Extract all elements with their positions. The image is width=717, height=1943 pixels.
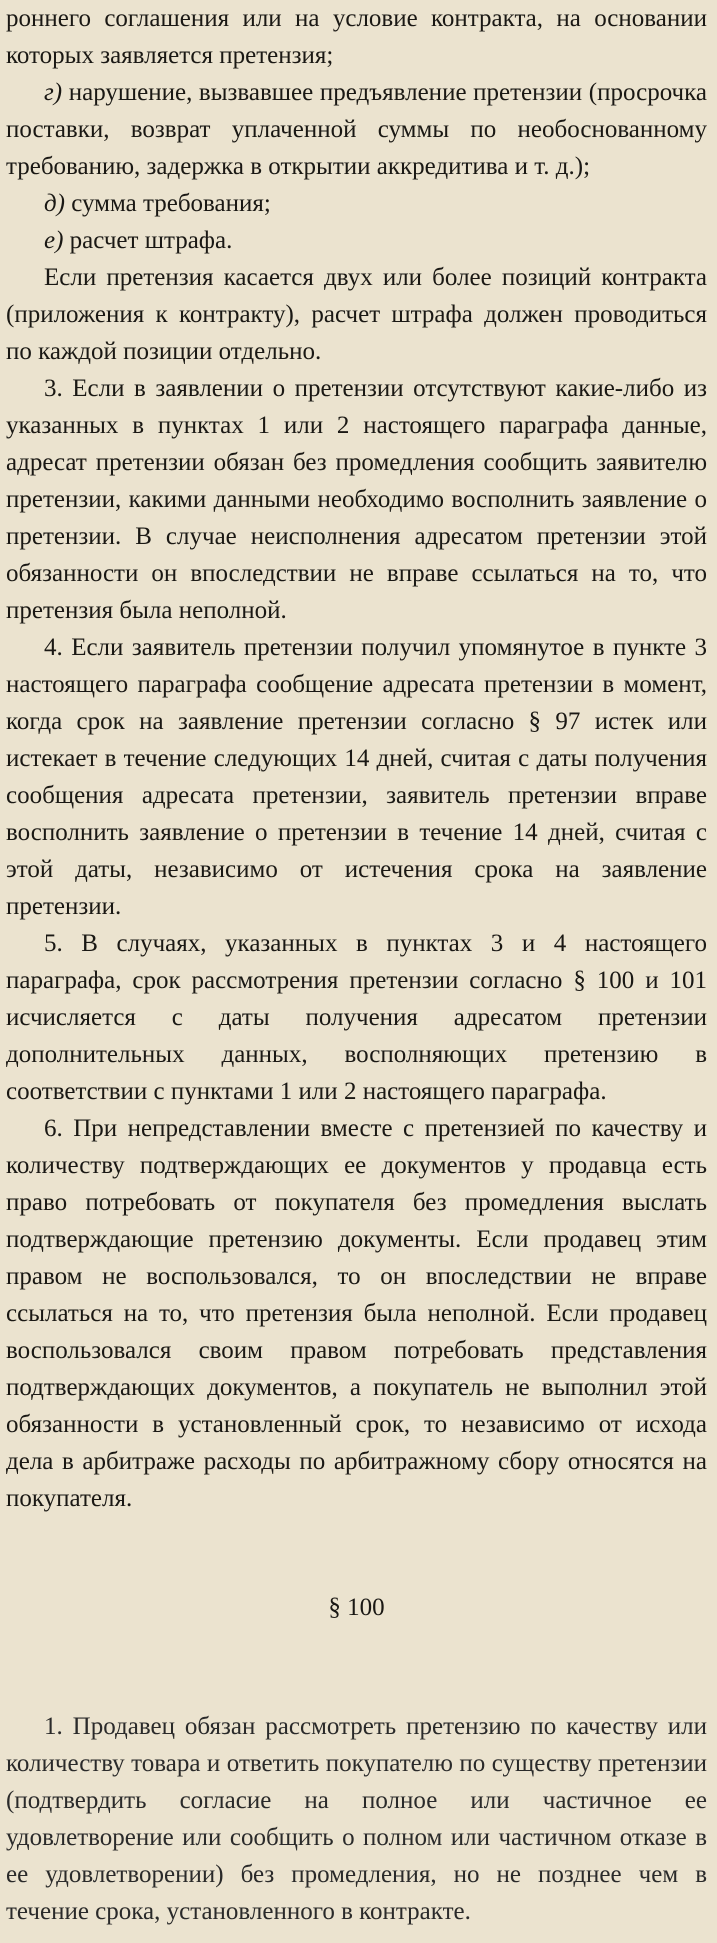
text-block-section-100 — [6, 1708, 707, 1930]
list-letter: г) — [44, 79, 63, 106]
paragraph-multiple-positions: Если претензия касается двух или более позиций контракта (приложения к контракту), расчет штрафа должен проводиться по каждой позиции отдельно. — [6, 264, 707, 365]
list-item-g — [6, 74, 707, 185]
paragraph-clause-5: 5. В случаях, указанных в пунктах 3 и 4 настоящего параграфа, срок рассмотрения претензии согласно § 100 и 101 исчисляется с даты получения адресатом претензии дополнительных данных, восполняющих претензию в соответствии с пунктами 1 или 2 настоящего параграфа. — [6, 930, 707, 1105]
paragraph-clause-6: 6. При непредставлении вместе с претензией по качеству и количеству подтверждающих ее документов у продавца есть право потребовать от покупателя без промедления выслать подтверждающие претензию документы. Если продавец этим правом не воспользовался, то он впоследствии не вправе ссылаться на то, что претензия была неполной. Если продавец воспользовался своим правом потребовать представления подтверждающих документов, а покупатель не выполнил этой обязанности в установленный срок, то независимо от исхода дела в арбитраже расходы по арбитражному сбору относятся на покупателя. — [6, 1115, 707, 1512]
list-item-text: нарушение, вызвавшее предъявление претензии (просрочка поставки, возврат уплаченной суммы по необоснованному требованию, задержка в открытии аккредитива и т. д.); — [6, 79, 707, 180]
text-block-top — [6, 0, 707, 1517]
list-item-text: сумма требования; — [71, 190, 271, 217]
list-letter: д) — [44, 190, 65, 217]
paragraph-continuation: роннего соглашения или на условие контракта, на основании которых заявляется претензия; — [6, 5, 707, 69]
paragraph-section-100-clause-1: 1. Продавец обязан рассмотреть претензию по качеству или количеству товара и ответить покупателю по существу претензии (подтвердить согласие на полное или частичное ее удовлетворение или сообщить о полном или частичном отказе в ее удовлетворении) без промедления, но не позднее чем в течение срока, установленного в контракте. — [6, 1713, 707, 1925]
paragraph-clause-4: 4. Если заявитель претензии получил упомянутое в пункте 3 настоящего параграфа сообщение адресата претензии в момент, когда срок на заявление претензии согласно § 97 истек или истекает в течение следующих 14 дней, считая с даты получения сообщения адресата претензии, заявитель претензии вправе восполнить заявление о претензии в течение 14 дней, считая с этой даты, независимо от истечения срока на заявление претензии. — [6, 634, 707, 920]
list-item-d — [6, 185, 707, 222]
paragraph-clause-3: 3. Если в заявлении о претензии отсутствуют какие-либо из указанных в пунктах 1 или 2 настоящего параграфа данные, адресат претензии обязан без промедления сообщить заявителю претензии, какими данными необходимо восполнить заявление о претензии. В случае неисполнения адресатом претензии этой обязанности он впоследствии не вправе ссылаться на то, что претензия была неполной. — [6, 375, 707, 624]
list-item-e — [6, 222, 707, 259]
list-item-text: расчет штрафа. — [69, 227, 233, 254]
list-letter: е) — [44, 227, 64, 254]
section-heading: § 100 — [328, 1594, 385, 1621]
